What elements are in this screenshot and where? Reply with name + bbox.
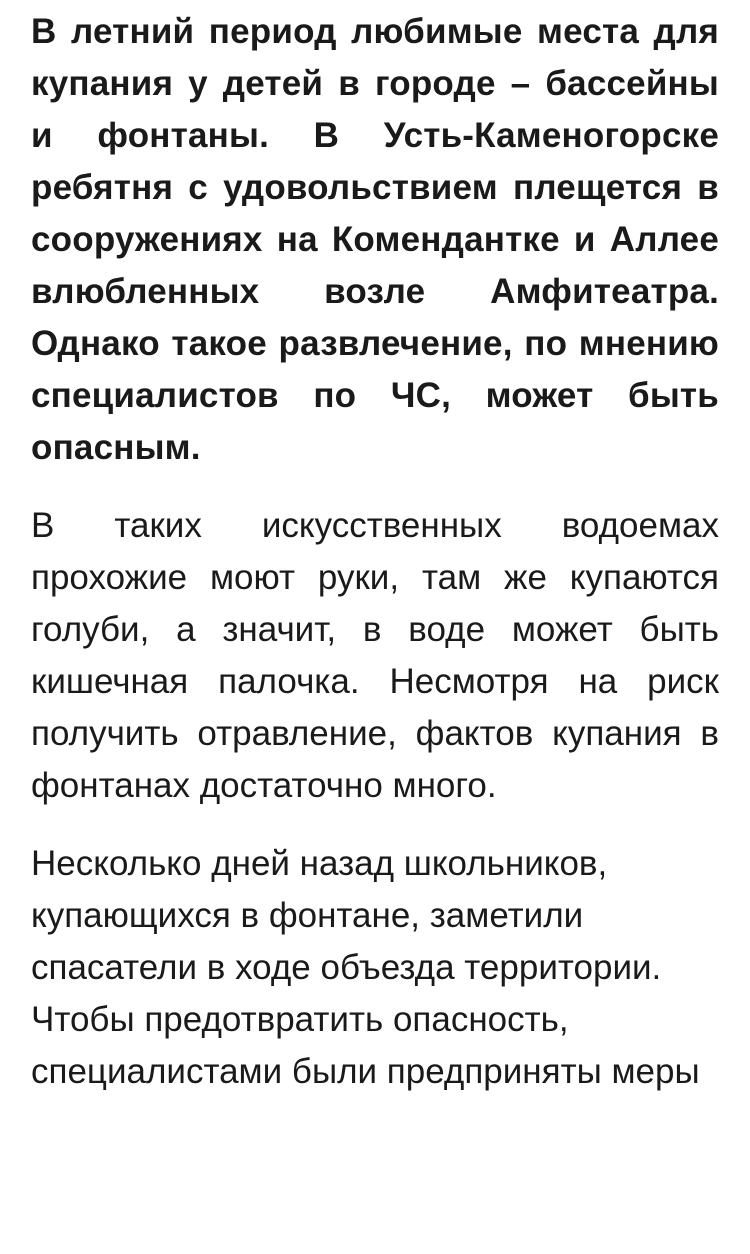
article-paragraph: В таких искусственных водоемах прохожие моют руки, там же купаются голуби, а значит, в воде может быть кишечная палочка. Несмотря на риск получить отравление, фактов купания в фонтанах достаточно много. — [31, 506, 719, 805]
article-body — [31, 0, 719, 1098]
article-lead-paragraph: В летний период любимые места для купания у детей в городе – бассейны и фонтаны. В Усть-Каменогорске ребятня с удовольствием плещется в сооружениях на Комендантке и Аллее влюбленных возле Амфитеатра. Однако такое развлечение, по мнению специалистов по ЧС, может быть опасным. — [31, 12, 719, 467]
article-paragraph: Несколько дней назад школьников, купающихся в фонтане, заметили спасатели в ходе объезда территории. Чтобы предотвратить опасность, специалистами были предприняты меры — [31, 844, 700, 1091]
